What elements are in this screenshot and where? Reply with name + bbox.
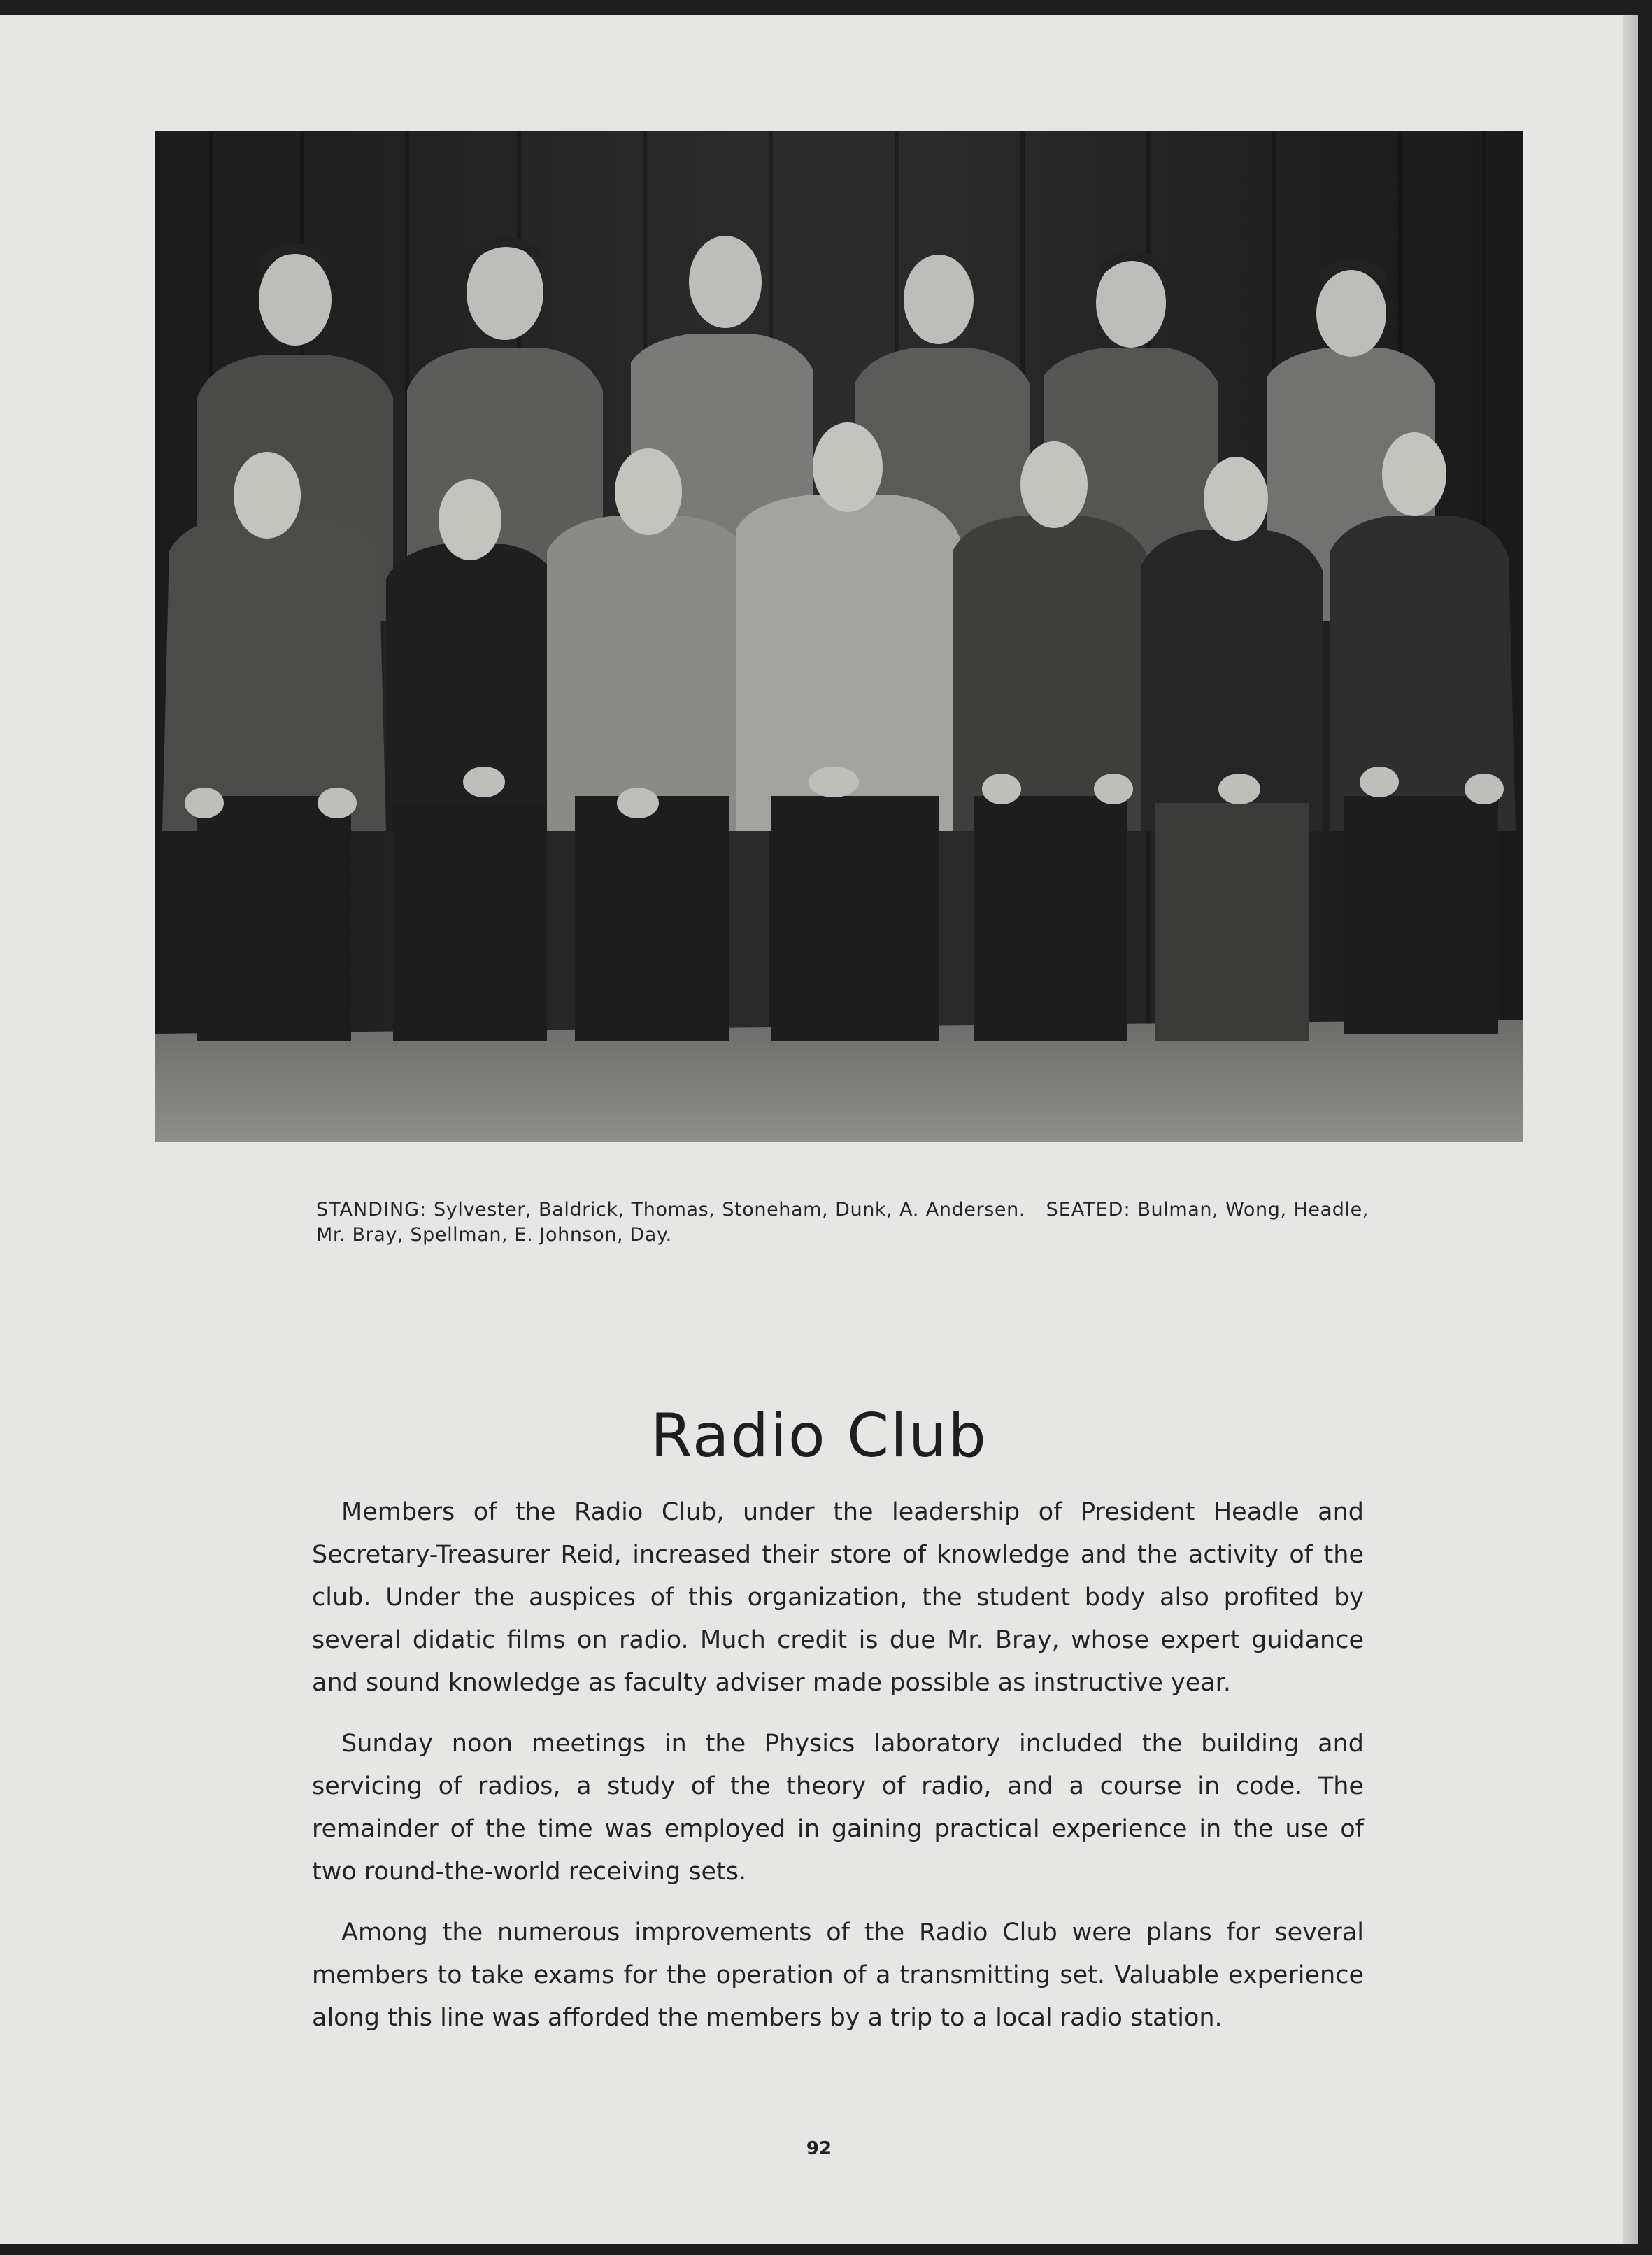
page-edge bbox=[1623, 15, 1638, 2244]
caption-seated-label: SEATED: bbox=[1046, 1199, 1131, 1221]
caption-standing-label: STANDING: bbox=[316, 1199, 427, 1221]
group-photo-illustration bbox=[155, 131, 1523, 1142]
paragraph: Members of the Radio Club, under the leadership of President Headle and Secretary-Treasurer Reid, increased their store of knowledge and the activity of the club. Under the auspices of this organization, the student body also profited by several didatic films on radio. Much credit is due Mr. Bray, whose expert guidance and sound knowledge as faculty adviser made possible as instructive year. bbox=[312, 1498, 1364, 1697]
caption-standing-names: Sylvester, Baldrick, Thomas, Stoneham, Dunk, A. Andersen. bbox=[434, 1199, 1026, 1221]
article-body bbox=[312, 1491, 1364, 2058]
photo-caption bbox=[316, 1197, 1369, 1248]
page-number: 92 bbox=[806, 2138, 832, 2159]
group-photo bbox=[155, 131, 1523, 1142]
paragraph: Among the numerous improvements of the Radio Club were plans for several members to take exams for the operation of a transmitting set. Valuable experience along this line was afforded the members by a trip to a local radio station. bbox=[312, 1919, 1364, 2032]
page-title: Radio Club bbox=[650, 1401, 988, 1471]
yearbook-page bbox=[0, 15, 1638, 2244]
caption-seated-names: Bulman, Wong, Headle, Mr. Bray, Spellman, E. Johnson, Day. bbox=[316, 1199, 1369, 1246]
paragraph: Sunday noon meetings in the Physics laboratory included the building and servicing of radios, a study of the theory of radio, and a course in code. The remainder of the time was employed in gaining practical experience in the use of two round-the-world receiving sets. bbox=[312, 1730, 1364, 1886]
